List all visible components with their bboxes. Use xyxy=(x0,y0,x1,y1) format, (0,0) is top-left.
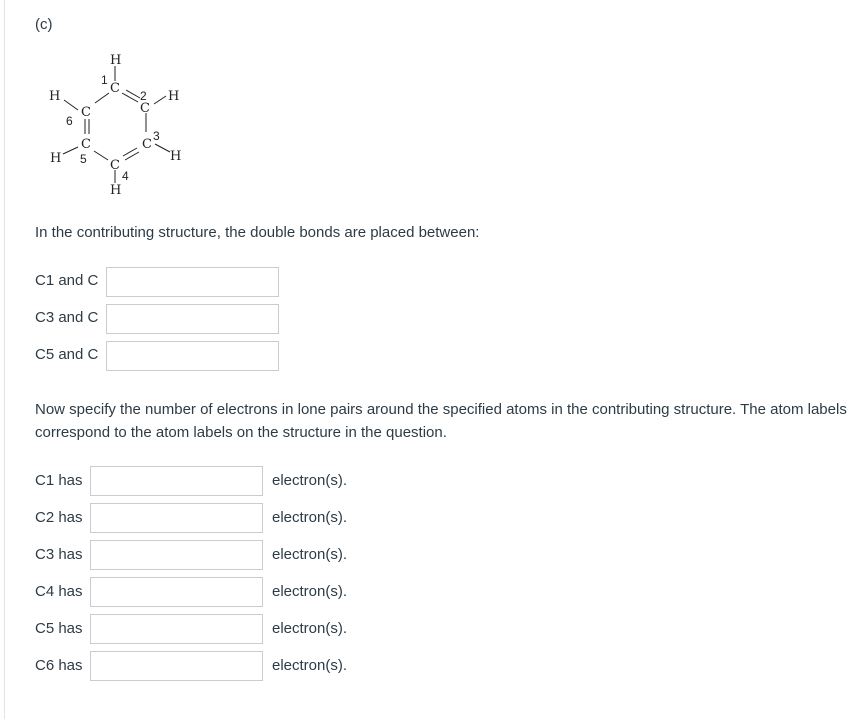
double-bond-input-2[interactable] xyxy=(106,304,279,334)
atom-h1: H xyxy=(110,53,122,68)
atom-number-5: 5 xyxy=(80,152,87,166)
lone-pair-label-c4: C4 has xyxy=(35,583,83,600)
atom-number-4: 4 xyxy=(122,169,129,183)
unit-label-c1: electron(s). xyxy=(272,472,348,489)
double-bond-input-3[interactable] xyxy=(106,341,279,371)
benzene-structure xyxy=(38,48,198,208)
lone-pair-input-c2[interactable] xyxy=(90,503,263,533)
atom-number-6: 6 xyxy=(66,114,73,128)
atom-h5: H xyxy=(50,151,62,166)
lone-pair-label-c5: C5 has xyxy=(35,620,83,637)
unit-label-c3: electron(s). xyxy=(272,546,348,563)
double-bond-label-2: C3 and C xyxy=(35,309,99,326)
bond-c3-h xyxy=(155,144,170,152)
atom-number-2: 2 xyxy=(140,89,147,103)
unit-label-c5: electron(s). xyxy=(272,620,348,637)
bond-c1-c6 xyxy=(95,93,109,103)
lone-pair-label-c1: C1 has xyxy=(35,472,83,489)
lone-pair-input-c1[interactable] xyxy=(90,466,263,496)
atom-number-1: 1 xyxy=(101,73,108,87)
lone-pair-input-c3[interactable] xyxy=(90,540,263,570)
double-bond-row-2 xyxy=(35,309,98,326)
atom-h4: H xyxy=(110,183,122,198)
unit-label-c6: electron(s). xyxy=(272,657,348,674)
lone-pair-label-c3: C3 has xyxy=(35,546,83,563)
bond-c1-c2 xyxy=(122,93,138,102)
atom-c2: C xyxy=(140,101,150,116)
bond-c4-c5 xyxy=(94,151,108,160)
atom-c4: C xyxy=(110,158,120,173)
bond-c6-h xyxy=(64,100,78,110)
lone-pair-question: Now specify the number of electrons in lone pairs around the specified atoms in the contributing structure. The atom labels correspond to the atom labels on the structure in the question. xyxy=(35,401,847,441)
lone-pair-input-c5[interactable] xyxy=(90,614,263,644)
unit-label-c2: electron(s). xyxy=(272,509,348,526)
lone-pair-label-c6: C6 has xyxy=(35,657,83,674)
double-bond-input-1[interactable] xyxy=(106,267,279,297)
atom-c3: C xyxy=(142,137,152,152)
double-bond-row-3 xyxy=(35,346,98,363)
lone-pair-input-c6[interactable] xyxy=(90,651,263,681)
double-bond-row-1 xyxy=(35,272,98,289)
bond-c5-h xyxy=(63,147,78,154)
atom-h2: H xyxy=(168,89,180,104)
double-bond-label-1: C1 and C xyxy=(35,272,99,289)
unit-label-c4: electron(s). xyxy=(272,583,348,600)
double-bond-question: In the contributing structure, the double bonds are placed between: xyxy=(35,224,480,241)
bond-c2-h xyxy=(154,96,166,104)
atom-c5: C xyxy=(81,137,91,152)
double-bond-label-3: C5 and C xyxy=(35,346,99,363)
part-label: (c) xyxy=(35,16,53,33)
lone-pair-input-c4[interactable] xyxy=(90,577,263,607)
atom-h3: H xyxy=(170,149,182,164)
atom-h6: H xyxy=(49,89,61,104)
atom-number-3: 3 xyxy=(153,129,160,143)
lone-pair-label-c2: C2 has xyxy=(35,509,83,526)
atom-c1: C xyxy=(110,81,120,96)
atom-c6: C xyxy=(81,105,91,120)
